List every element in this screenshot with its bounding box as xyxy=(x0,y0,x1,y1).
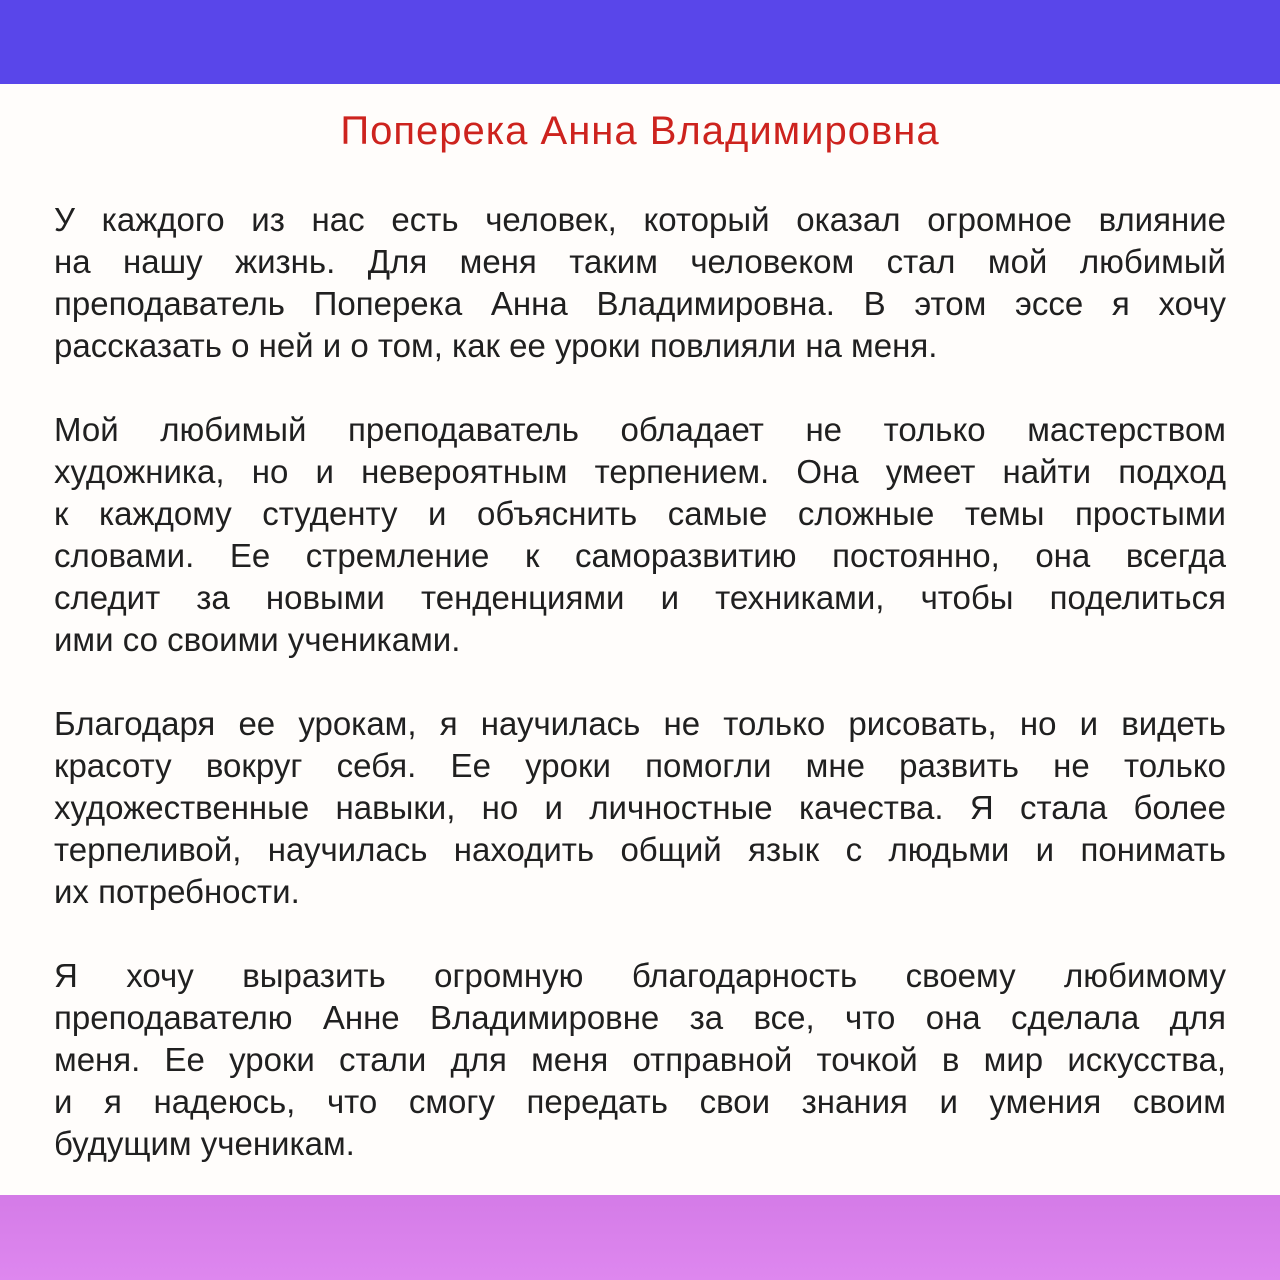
text-line: У каждого из нас есть человек, который оказал огромное влияние xyxy=(54,201,1226,238)
page-title: Поперека Анна Владимировна xyxy=(340,109,940,153)
bottom-banner xyxy=(0,1195,1280,1280)
top-banner xyxy=(0,0,1280,84)
paragraph xyxy=(54,199,1226,367)
text-line: Мой любимый преподаватель обладает не только мастерством xyxy=(54,411,1226,448)
essay-body xyxy=(54,199,1226,1165)
text-line: к каждому студенту и объяснить самые сложные темы простыми xyxy=(54,495,1226,532)
text-line: ими со своими учениками. xyxy=(54,621,461,658)
paragraph xyxy=(54,955,1226,1165)
text-line: и я надеюсь, что смогу передать свои знания и умения своим xyxy=(54,1083,1226,1120)
text-line: их потребности. xyxy=(54,873,300,910)
text-line: на нашу жизнь. Для меня таким человеком стал мой любимый xyxy=(54,243,1226,280)
text-line: будущим ученикам. xyxy=(54,1125,355,1162)
text-line: Благодаря ее урокам, я научилась не только рисовать, но и видеть xyxy=(54,705,1226,742)
text-line: художественные навыки, но и личностные качества. Я стала более xyxy=(54,789,1226,826)
paragraph xyxy=(54,703,1226,913)
text-line: словами. Ее стремление к саморазвитию постоянно, она всегда xyxy=(54,537,1226,574)
text-line: Я хочу выразить огромную благодарность своему любимому xyxy=(54,957,1226,994)
text-line: преподаватель Поперека Анна Владимировна. В этом эссе я хочу xyxy=(54,285,1226,322)
text-line: следит за новыми тенденциями и техниками, чтобы поделиться xyxy=(54,579,1226,616)
paragraph xyxy=(54,409,1226,661)
text-line: красоту вокруг себя. Ее уроки помогли мне развить не только xyxy=(54,747,1226,784)
text-line: терпеливой, научилась находить общий язык с людьми и понимать xyxy=(54,831,1226,868)
text-line: меня. Ее уроки стали для меня отправной точкой в мир искусства, xyxy=(54,1041,1226,1078)
text-line: преподавателю Анне Владимировне за все, что она сделала для xyxy=(54,999,1226,1036)
essay-page xyxy=(0,84,1280,1165)
text-line: художника, но и невероятным терпением. Она умеет найти подход xyxy=(54,453,1226,490)
text-line: рассказать о ней и о том, как ее уроки повлияли на меня. xyxy=(54,327,938,364)
